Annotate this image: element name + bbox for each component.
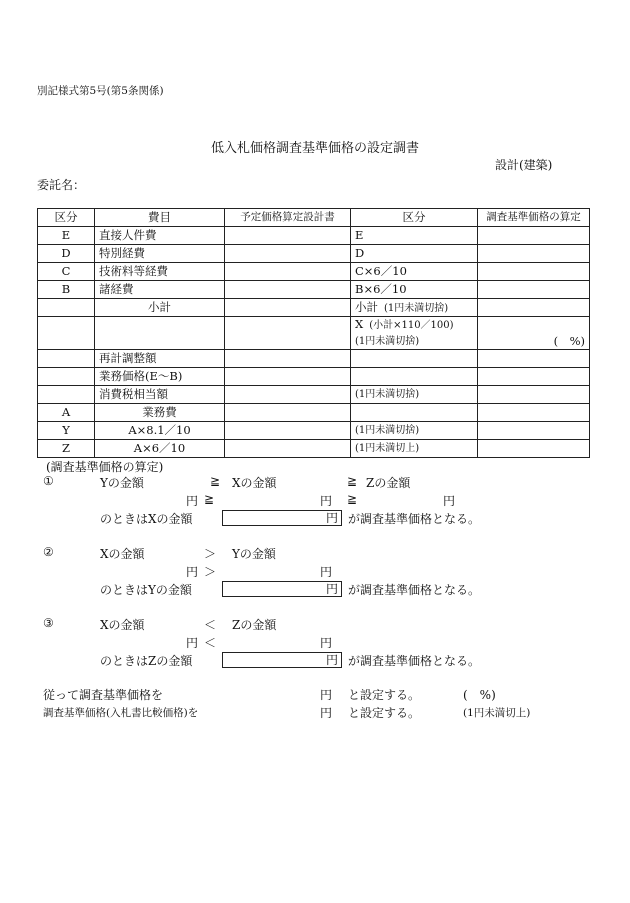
calc-cell	[351, 404, 478, 422]
yen-unit: 円	[186, 565, 199, 579]
footer-label: 従って調査基準価格を	[43, 688, 164, 702]
operator: ＞	[204, 565, 217, 579]
item-cell: 直接人件費	[95, 227, 225, 245]
design-cell	[225, 422, 351, 440]
operator: ≧	[204, 492, 215, 506]
code-cell: A	[38, 404, 95, 422]
result-cell	[478, 299, 590, 317]
category-label: 設計(建築)	[495, 158, 553, 172]
calc-cell	[351, 317, 478, 350]
yen-unit: 円	[320, 706, 333, 720]
yen-unit: 円	[325, 511, 338, 525]
header-cell: 区分	[351, 209, 478, 227]
header-cell: 調査基準価格の算定	[478, 209, 590, 227]
table-row	[38, 368, 590, 386]
design-cell	[225, 299, 351, 317]
table-row	[38, 263, 590, 281]
footer-note: (1円未満切上)	[463, 707, 531, 719]
code-cell	[38, 299, 95, 317]
calc-cell: C×6／10	[351, 263, 478, 281]
header-cell: 予定価格算定設計書	[225, 209, 351, 227]
section-heading: (調査基準価格の算定)	[46, 460, 164, 474]
yen-unit: 円	[186, 636, 199, 650]
result-cell	[478, 440, 590, 458]
table-row	[38, 245, 590, 263]
calc-label: 小計	[355, 299, 378, 314]
item-cell: 特別経費	[95, 245, 225, 263]
condition-number: ①	[43, 474, 54, 488]
code-cell: D	[38, 245, 95, 263]
yen-unit: 円	[325, 653, 338, 667]
table-header-row	[38, 209, 590, 227]
result-cell	[478, 263, 590, 281]
calc-label: X	[355, 317, 364, 331]
design-cell	[225, 350, 351, 368]
table-row	[38, 281, 590, 299]
calc-cell	[351, 350, 478, 368]
table-row	[38, 299, 590, 317]
code-cell: Z	[38, 440, 95, 458]
design-cell	[225, 281, 351, 299]
table-row	[38, 404, 590, 422]
design-cell	[225, 368, 351, 386]
condition-result: が調査基準価格となる。	[348, 512, 481, 526]
result-cell	[478, 245, 590, 263]
item-cell: 諸経費	[95, 281, 225, 299]
commission-label: 委託名：	[37, 178, 86, 192]
code-cell	[38, 368, 95, 386]
result-cell	[478, 422, 590, 440]
code-cell: E	[38, 227, 95, 245]
result-cell	[478, 227, 590, 245]
footer-note: ( %)	[463, 688, 496, 702]
result-cell	[478, 386, 590, 404]
calc-note: (小計×110／100)	[369, 320, 454, 331]
condition-when: のときはYの金額	[100, 583, 192, 597]
footer-text: と設定する。	[348, 688, 421, 702]
item-cell: 小計	[95, 299, 225, 317]
item-cell: 再計調整額	[95, 350, 225, 368]
calc-note: (1円未満切捨)	[355, 336, 420, 347]
calc-cell	[351, 299, 478, 317]
code-cell	[38, 386, 95, 404]
item-cell: A×8.1／10	[95, 422, 225, 440]
condition-number: ③	[43, 616, 54, 630]
item-cell	[95, 317, 225, 350]
code-cell	[38, 317, 95, 350]
cost-table	[37, 208, 590, 458]
yen-unit: 円	[443, 494, 456, 508]
yen-unit: 円	[186, 494, 199, 508]
yen-unit: 円	[320, 636, 333, 650]
item-cell: 消費税相当額	[95, 386, 225, 404]
result-cell	[478, 404, 590, 422]
footer-text: と設定する。	[348, 706, 421, 720]
calc-cell	[351, 368, 478, 386]
amount-box[interactable]	[222, 581, 342, 597]
operator: ≧	[347, 492, 358, 506]
operator: ≧	[210, 474, 221, 488]
table-row	[38, 440, 590, 458]
yen-unit: 円	[325, 582, 338, 596]
footer-label: 調査基準価格(入札書比較価格)を	[43, 707, 199, 719]
amount-box[interactable]	[222, 652, 342, 668]
form-id: 別記様式第5号(第5条関係)	[37, 85, 164, 97]
design-cell	[225, 386, 351, 404]
design-cell	[225, 227, 351, 245]
condition-result: が調査基準価格となる。	[348, 654, 481, 668]
amount-label: Yの金額	[232, 547, 276, 561]
header-cell: 区分	[38, 209, 95, 227]
table-row	[38, 227, 590, 245]
result-cell: ( %)	[478, 317, 590, 350]
result-cell	[478, 350, 590, 368]
amount-label: Xの金額	[100, 547, 145, 561]
operator: ＜	[204, 618, 217, 632]
code-cell	[38, 350, 95, 368]
condition-number: ②	[43, 545, 54, 559]
design-cell	[225, 245, 351, 263]
amount-label: Xの金額	[232, 476, 277, 490]
operator: ＞	[204, 547, 217, 561]
condition-when: のときはXの金額	[100, 512, 193, 526]
design-cell	[225, 404, 351, 422]
amount-label: Yの金額	[100, 476, 144, 490]
result-cell	[478, 368, 590, 386]
amount-label: Xの金額	[100, 618, 145, 632]
table-row	[38, 350, 590, 368]
page-title: 低入札価格調査基準価格の設定調書	[210, 141, 419, 156]
calc-cell: D	[351, 245, 478, 263]
calc-cell: B×6／10	[351, 281, 478, 299]
yen-unit: 円	[320, 494, 333, 508]
yen-unit: 円	[320, 565, 333, 579]
design-cell	[225, 263, 351, 281]
operator: ＜	[204, 636, 217, 650]
design-cell	[225, 440, 351, 458]
amount-box[interactable]	[222, 510, 342, 526]
calc-cell: E	[351, 227, 478, 245]
header-cell: 費目	[95, 209, 225, 227]
condition-result: が調査基準価格となる。	[348, 583, 481, 597]
result-cell	[478, 281, 590, 299]
yen-unit: 円	[320, 688, 333, 702]
item-cell: A×6／10	[95, 440, 225, 458]
code-cell: C	[38, 263, 95, 281]
code-cell: Y	[38, 422, 95, 440]
calc-cell: (1円未満切捨)	[351, 386, 478, 404]
amount-label: Zの金額	[232, 618, 277, 632]
design-cell	[225, 317, 351, 350]
table-row	[38, 317, 590, 350]
calc-note: (1円未満切捨)	[384, 302, 449, 314]
item-cell: 技術料等経費	[95, 263, 225, 281]
amount-label: Zの金額	[366, 476, 411, 490]
table-row	[38, 422, 590, 440]
condition-when: のときはZの金額	[100, 654, 193, 668]
item-cell: 業務価格(E〜B)	[95, 368, 225, 386]
table-row	[38, 386, 590, 404]
calc-cell: (1円未満切上)	[351, 440, 478, 458]
operator: ≧	[347, 474, 358, 488]
item-cell: 業務費	[95, 404, 225, 422]
code-cell: B	[38, 281, 95, 299]
calc-cell: (1円未満切捨)	[351, 422, 478, 440]
